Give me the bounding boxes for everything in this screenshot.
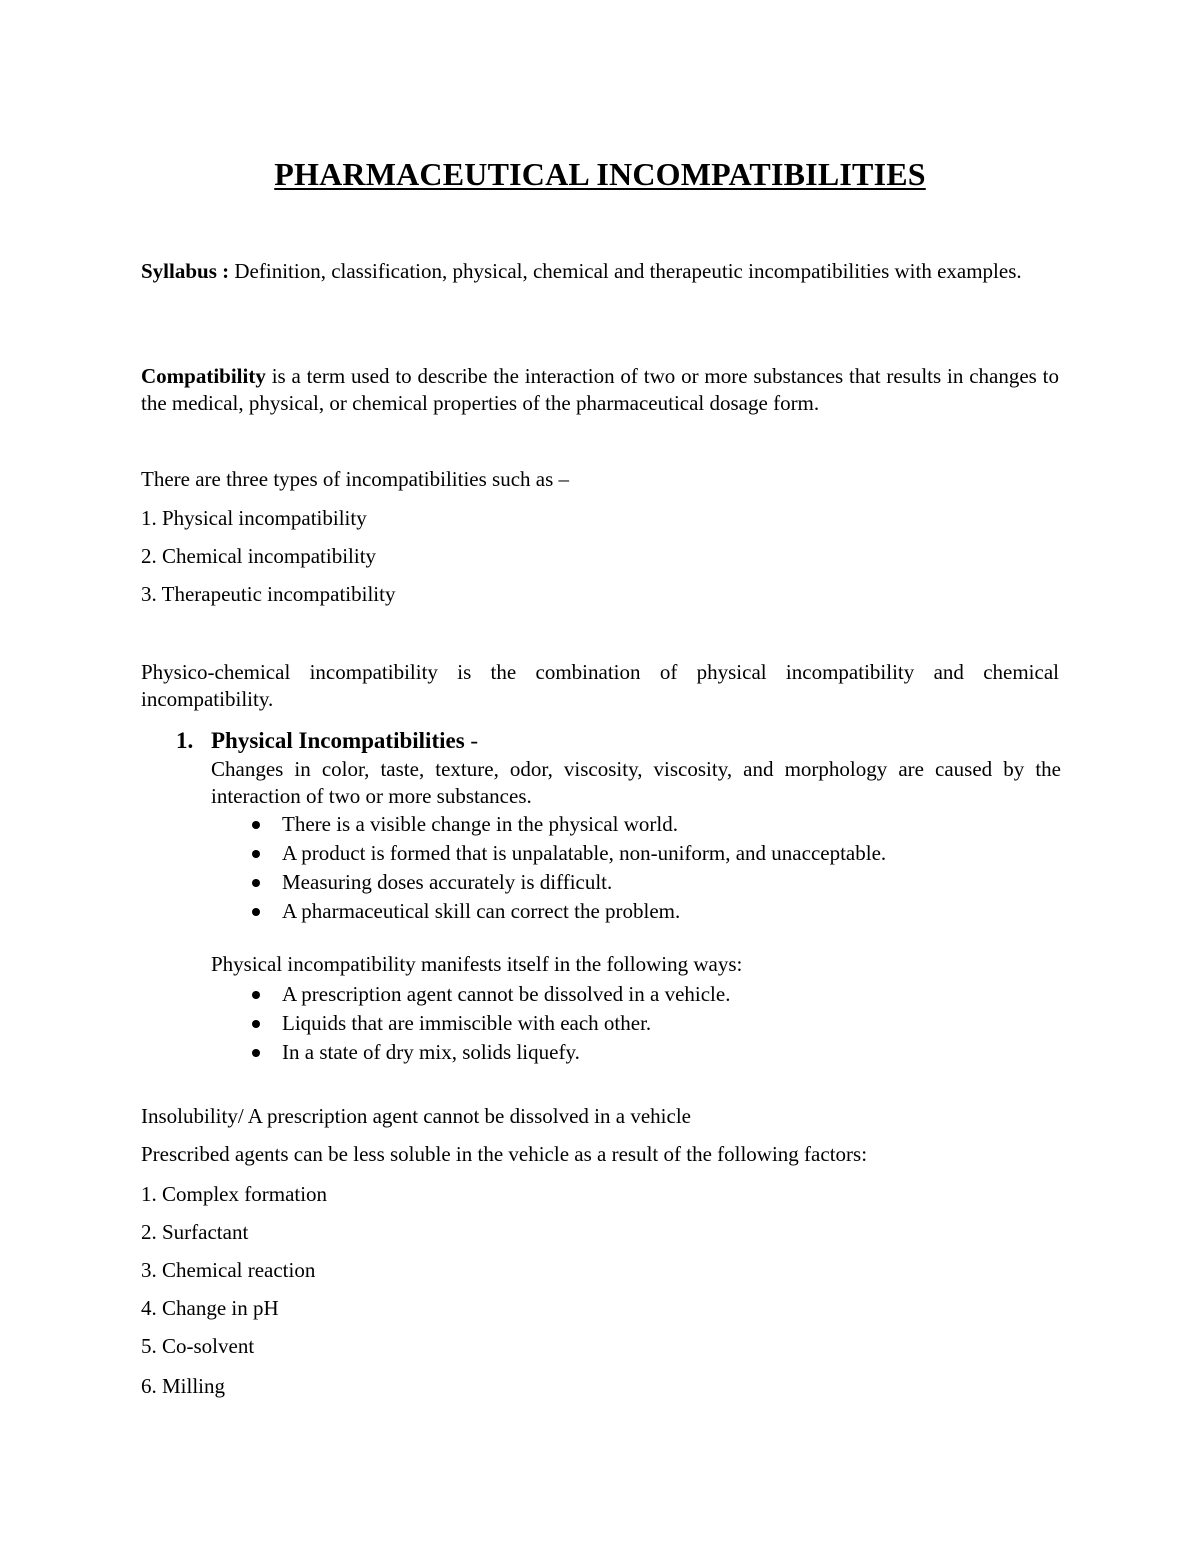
manifest-list	[247, 980, 730, 1067]
factor-item: 1. Complex formation	[141, 1182, 328, 1206]
type-item-therapeutic: 3. Therapeutic incompatibility	[141, 582, 396, 606]
factor-item: 5. Co-solvent	[141, 1334, 255, 1358]
type-item-physical: 1. Physical incompatibility	[141, 506, 367, 530]
bullet-icon	[252, 879, 260, 887]
compatibility-text: is a term used to describe the interaction of two or more substances that results in changes to the medical, physical, or chemical properties of the pharmaceutical dosage form.	[141, 364, 1060, 415]
compatibility-term: Compatibility	[141, 364, 266, 388]
bullet-icon	[252, 1020, 260, 1028]
insolubility-heading: Insolubility/ A prescription agent cannot be dissolved in a vehicle	[141, 1104, 691, 1128]
section-title: Physical Incompatibilities	[211, 728, 465, 753]
section-number: 1.	[176, 728, 194, 753]
section-heading	[176, 726, 478, 756]
compatibility-paragraph	[141, 363, 1059, 417]
list-item: In a state of dry mix, solids liquefy.	[247, 1038, 730, 1067]
list-item: A product is formed that is unpalatable, non-uniform, and unacceptable.	[247, 839, 886, 868]
syllabus-paragraph	[141, 258, 1059, 285]
characteristics-list	[247, 810, 886, 926]
types-intro: There are three types of incompatibilities such as –	[141, 467, 570, 491]
bullet-icon	[252, 908, 260, 916]
factor-item: 6. Milling	[141, 1374, 226, 1398]
list-item: Measuring doses accurately is difficult.	[247, 868, 886, 897]
list-item: There is a visible change in the physical world.	[247, 810, 886, 839]
syllabus-label: Syllabus :	[141, 259, 230, 283]
factor-item: 3. Chemical reaction	[141, 1258, 316, 1282]
section-dash: -	[470, 728, 479, 753]
factor-item: 2. Surfactant	[141, 1220, 249, 1244]
bullet-icon	[252, 850, 260, 858]
syllabus-text: Definition, classification, physical, chemical and therapeutic incompatibilities with examples.	[234, 259, 1022, 283]
factor-item: 4. Change in pH	[141, 1296, 279, 1320]
list-item: A prescription agent cannot be dissolved in a vehicle.	[247, 980, 730, 1009]
document-title: PHARMACEUTICAL INCOMPATIBILITIES	[274, 156, 926, 192]
manifest-intro: Physical incompatibility manifests itself in the following ways:	[211, 952, 743, 976]
bullet-icon	[252, 991, 260, 999]
list-item: Liquids that are immiscible with each other.	[247, 1009, 730, 1038]
type-item-chemical: 2. Chemical incompatibility	[141, 544, 377, 568]
section-intro: Changes in color, taste, texture, odor, viscosity, viscosity, and morphology are caused by the interaction of two or more substances.	[211, 757, 1061, 808]
physico-chemical-paragraph: Physico-chemical incompatibility is the combination of physical incompatibility and chemical incompatibility.	[141, 660, 1059, 711]
bullet-icon	[252, 821, 260, 829]
bullet-icon	[252, 1049, 260, 1057]
insolubility-intro: Prescribed agents can be less soluble in the vehicle as a result of the following factors:	[141, 1142, 868, 1166]
list-item: A pharmaceutical skill can correct the problem.	[247, 897, 886, 926]
